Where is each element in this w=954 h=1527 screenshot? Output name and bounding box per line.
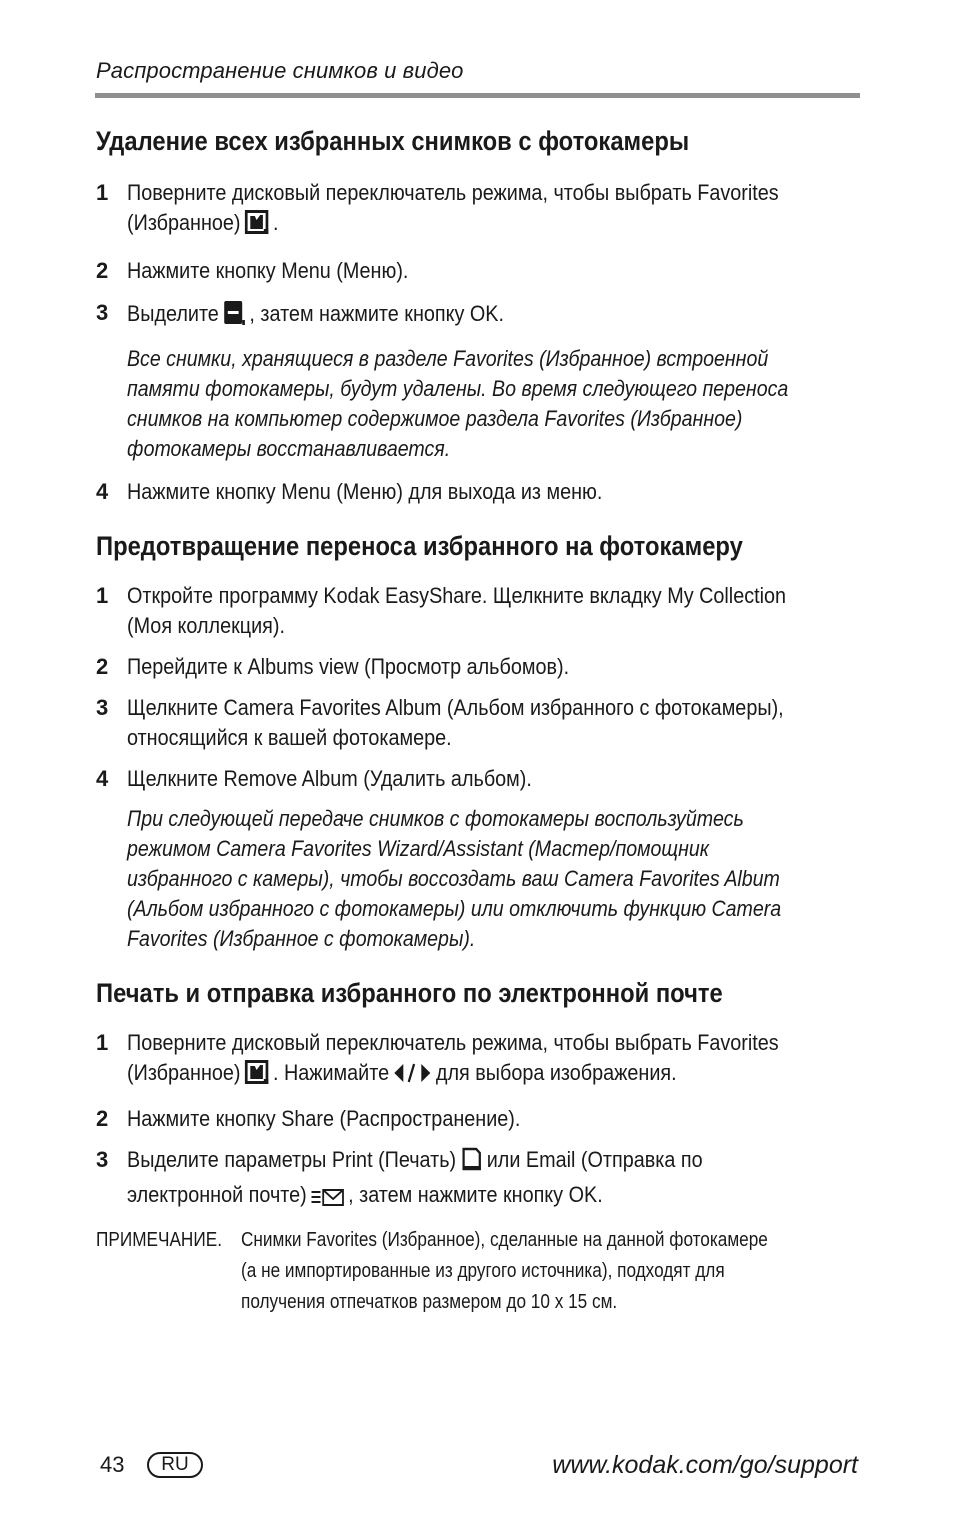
step-number: 2: [96, 654, 109, 679]
note-label: ПРИМЕЧАНИЕ.: [96, 1229, 222, 1251]
step-note: [96, 804, 864, 954]
step-text: Поверните дисковый переключатель режима, чтобы выбрать Favorites: [127, 180, 779, 205]
language-badge: RU: [147, 1452, 203, 1478]
note-line: Все снимки, хранящиеся в разделе Favorites (Избранное) встроенной: [127, 346, 769, 371]
delete-all-icon: [222, 298, 245, 334]
step-text: Щелкните Camera Favorites Album (Альбом избранного с фотокамеры),: [127, 695, 784, 720]
step-text: относящийся к вашей фотокамере.: [127, 725, 452, 750]
step-text: , затем нажмите кнопку OK.: [348, 1182, 603, 1207]
header-rule: [95, 93, 860, 98]
note-line: (а не импортированные из другого источника), подходят для: [241, 1260, 725, 1282]
step-number: 1: [96, 1030, 109, 1055]
step-text: Нажмите кнопку Share (Распространение).: [127, 1106, 521, 1131]
note-line: (Альбом избранного с фотокамеры) или отключить функцию Camera: [127, 896, 782, 921]
page-number: 43: [100, 1452, 125, 1477]
list-item: [96, 581, 864, 641]
list-item: [96, 256, 864, 286]
step-number: 2: [96, 1106, 109, 1131]
step-note: [96, 344, 864, 464]
favorites-icon: [244, 1059, 269, 1093]
step-text: Нажмите кнопку Menu (Меню).: [127, 258, 409, 283]
section-title-delete-favorites: Удаление всех избранных снимков с фотокамеры: [96, 126, 690, 156]
step-text: , затем нажмите кнопку OK.: [249, 301, 505, 326]
support-url: www.kodak.com/go/support: [552, 1451, 858, 1479]
email-icon: [310, 1185, 344, 1215]
step-text: Нажмите кнопку Menu (Меню) для выхода из меню.: [127, 479, 603, 504]
running-title: Распространение снимков и видео: [96, 58, 464, 83]
left-right-arrows-icon: [393, 1061, 433, 1093]
note-line: фотокамеры восстанавливается.: [127, 436, 451, 461]
section-title-print-email: Печать и отправка избранного по электронной почте: [96, 978, 723, 1008]
list-item: [96, 764, 864, 794]
step-text: . Нажимайте: [272, 1060, 390, 1085]
note-line: снимков на компьютер содержимое раздела Favorites (Избранное): [127, 406, 743, 431]
list-item: [96, 1028, 864, 1093]
note-line: Снимки Favorites (Избранное), сделанные на данной фотокамере: [241, 1229, 768, 1251]
step-number: 4: [96, 766, 109, 791]
step-number: 4: [96, 479, 109, 504]
step-number: 1: [96, 180, 109, 205]
step-text: Перейдите к Albums view (Просмотр альбомов).: [127, 654, 570, 679]
step-text: (Избранное): [127, 210, 241, 235]
list-item: [96, 298, 864, 334]
list-item: [96, 693, 864, 753]
step-text: Выделите параметры Print (Печать): [127, 1147, 457, 1172]
step-text: Откройте программу Kodak EasyShare. Щелкните вкладку My Collection: [127, 583, 787, 608]
note-line: получения отпечатков размером до 10 x 15 см.: [241, 1291, 618, 1313]
step-text: Выделите: [127, 301, 219, 326]
step-text: для выбора изображения.: [435, 1060, 677, 1085]
note-line: При следующей передаче снимков с фотокамеры воспользуйтесь: [127, 806, 744, 831]
step-number: 3: [96, 1147, 109, 1172]
note-line: памяти фотокамеры, будут удалены. Во время следующего переноса: [127, 376, 789, 401]
list-item: [96, 652, 864, 682]
list-item: [96, 477, 864, 507]
step-text: Щелкните Remove Album (Удалить альбом).: [127, 766, 532, 791]
section-title-prevent-transfer: Предотвращение переноса избранного на фотокамеру: [96, 531, 743, 561]
step-number: 1: [96, 583, 109, 608]
note-line: избранного с камеры), чтобы воссоздать ваш Camera Favorites Album: [127, 866, 780, 891]
step-text: Поверните дисковый переключатель режима, чтобы выбрать Favorites: [127, 1030, 779, 1055]
list-item: [96, 1145, 864, 1215]
list-item: [96, 178, 864, 243]
list-item: [96, 1104, 864, 1134]
print-icon: [460, 1146, 483, 1180]
note: [96, 1225, 864, 1318]
step-number: 2: [96, 258, 109, 283]
step-text: (Моя коллекция).: [127, 613, 286, 638]
favorites-icon: [244, 209, 269, 243]
step-number: 3: [96, 695, 109, 720]
page-content: [96, 124, 864, 1318]
step-number: 3: [96, 300, 109, 325]
note-line: Favorites (Избранное с фотокамеры).: [127, 926, 476, 951]
step-text: (Избранное): [127, 1060, 241, 1085]
step-text: или Email (Отправка по: [486, 1147, 703, 1172]
step-text: электронной почте): [127, 1182, 307, 1207]
step-text: .: [272, 210, 279, 235]
note-line: режимом Camera Favorites Wizard/Assistant (Мастер/помощник: [127, 836, 710, 861]
